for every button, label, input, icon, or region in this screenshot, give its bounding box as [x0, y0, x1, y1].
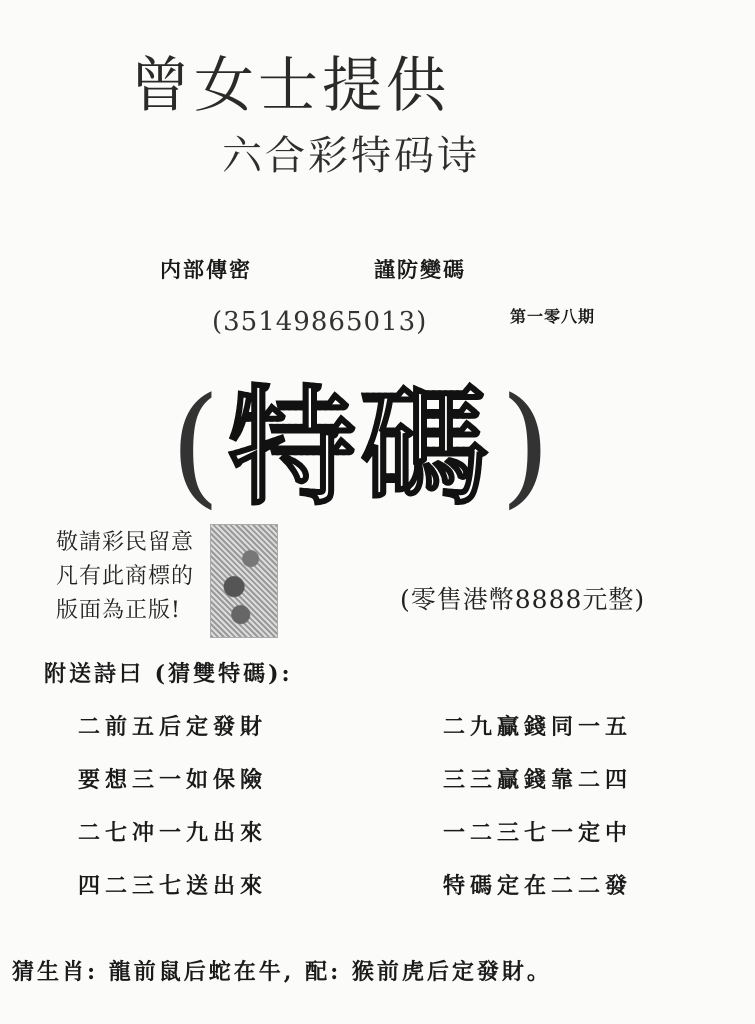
trademark-stamp-image [210, 524, 278, 638]
big-heading [170, 370, 550, 530]
authenticity-notice [56, 526, 194, 628]
internal-secret-text: 内部傳密 [160, 257, 252, 282]
issue-number: 第一零八期 [510, 307, 596, 326]
retail-price: (零售港幣8888元整) [400, 585, 646, 614]
poem-line-left: 二七冲一九出來 [78, 820, 268, 846]
notice-line: 凡有此商標的 [56, 564, 195, 589]
poem-line-right: 特碼定在二二發 [443, 873, 633, 899]
beware-fake-text: 謹防變碼 [374, 257, 466, 282]
big-heading-text: 特碼 [228, 373, 493, 523]
poem-line-left: 二前五后定發財 [78, 714, 268, 740]
right-paren: ) [500, 369, 551, 521]
poem-line-right: 三三贏錢靠二四 [443, 767, 633, 793]
page-title: 曾女士提供 [130, 51, 450, 121]
left-paren: ( [170, 369, 221, 521]
poem-line-right: 二九贏錢同一五 [443, 714, 633, 740]
poem-line-left: 要想三一如保險 [78, 767, 268, 793]
poem-line-left: 四二三七送出來 [78, 873, 268, 899]
notice-line: 敬請彩民留意 [56, 530, 195, 555]
poem-heading: 附送詩曰 (猜雙特碼): [44, 661, 293, 687]
phone-number: (35149865013) [212, 307, 428, 337]
page-subtitle: 六合彩特码诗 [222, 133, 480, 179]
zodiac-footer: 猜生肖: 龍前鼠后蛇在牛, 配: 猴前虎后定發財。 [12, 959, 552, 985]
poem-line-right: 一二三七一定中 [443, 820, 633, 846]
notice-line: 版面為正版! [56, 598, 181, 623]
